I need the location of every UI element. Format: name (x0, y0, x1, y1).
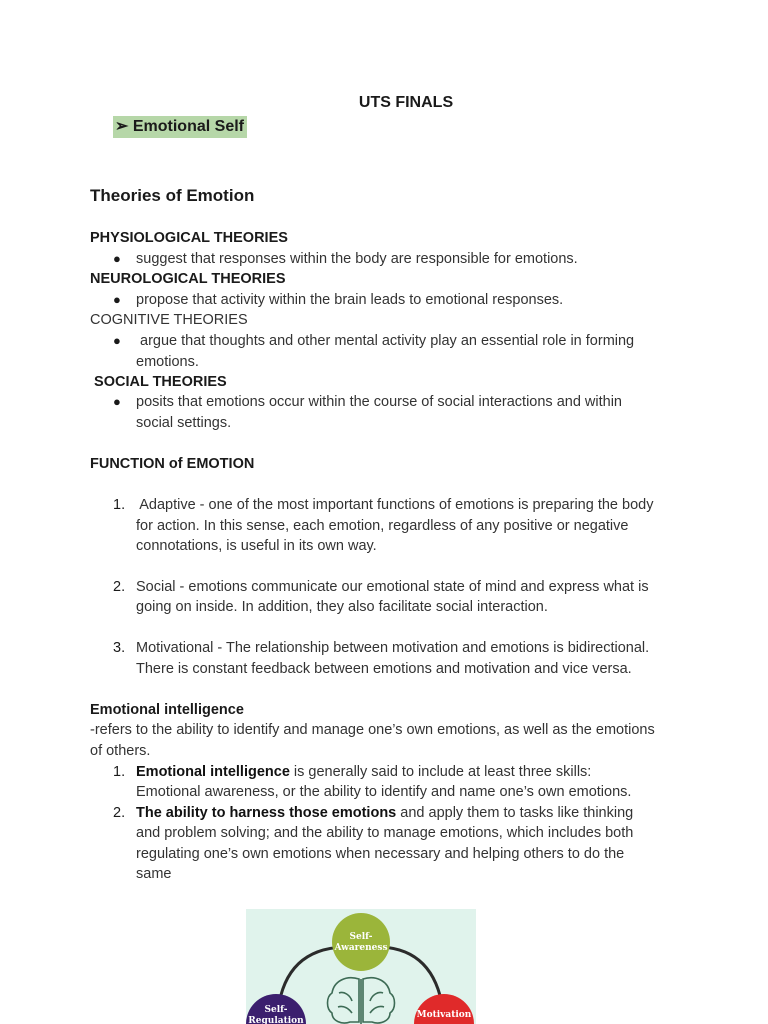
theory-description-continued: social settings. (136, 415, 232, 431)
bullet-icon: ● (113, 292, 121, 307)
function-item-text: Motivational - The relationship between motivation and emotions is bidirectional. (136, 640, 650, 656)
function-heading: FUNCTION of EMOTION (90, 456, 255, 472)
theory-description: propose that activity within the brain leads to emotional responses. (136, 292, 564, 308)
list-number: 2. (113, 579, 126, 595)
theory-title-neurological: NEUROLOGICAL THEORIES (90, 271, 286, 287)
diagram-node-self-awareness (332, 913, 390, 971)
diagram-svg (246, 909, 476, 1024)
ei-item-rest: is generally said to include at least three skills: (289, 764, 592, 780)
ei-item-line (136, 762, 591, 783)
ei-item-text: Emotional awareness, or the ability to identify and name one’s own emotions. (136, 784, 632, 800)
ei-item-bold: Emotional intelligence (136, 764, 290, 780)
diagram-label-self-regulation-line2: Regulation (248, 1016, 304, 1024)
theory-description: suggest that responses within the body are responsible for emotions. (136, 251, 578, 267)
ei-item-text: regulating one’s own emotions when necessary and helping others to do the (136, 846, 625, 862)
list-number: 1. (113, 764, 126, 780)
ei-definition: -refers to the ability to identify and manage one’s own emotions, as well as the emotions (90, 722, 655, 738)
ei-definition-continued: of others. (90, 743, 151, 759)
list-number: 3. (113, 640, 126, 656)
ei-item-text: and problem solving; and the ability to manage emotions, which includes both (136, 825, 634, 841)
theory-description-continued: emotions. (136, 354, 199, 370)
ei-item-rest: and apply them to tasks like thinking (396, 805, 634, 821)
theory-description: argue that thoughts and other mental activity play an essential role in forming (136, 333, 635, 349)
function-item-text: Social - emotions communicate our emotional state of mind and express what is (136, 579, 649, 595)
theory-title-social: SOCIAL THEORIES (90, 374, 227, 390)
emotional-intelligence-diagram (246, 909, 476, 1024)
ei-item-bold: The ability to harness those emotions (136, 805, 397, 821)
diagram-label-motivation: Motivation (416, 1010, 472, 1020)
list-number: 2. (113, 805, 126, 821)
document-title: UTS FINALS (358, 94, 454, 111)
highlighted-heading (113, 116, 247, 138)
bullet-icon: ● (113, 333, 121, 348)
bullet-icon: ● (113, 251, 121, 266)
theory-title-cognitive: COGNITIVE THEORIES (90, 312, 248, 328)
theory-description: posits that emotions occur within the course of social interactions and within (136, 394, 622, 410)
theory-title-physiological: PHYSIOLOGICAL THEORIES (90, 230, 288, 246)
section-heading-theories: Theories of Emotion (90, 186, 255, 205)
list-number: 1. (113, 497, 126, 513)
function-item-text: There is constant feedback between emotions and motivation and vice versa. (136, 661, 632, 677)
function-item-text: going on inside. In addition, they also facilitate social interaction. (136, 599, 548, 615)
diagram-label-self-awareness-line1: Self- (349, 932, 373, 942)
highlighted-heading-text: Emotional Self (132, 118, 244, 135)
diagram-label-self-regulation-line1: Self- (264, 1005, 288, 1015)
bullet-icon: ● (113, 394, 121, 409)
function-item-text: for action. In this sense, each emotion, regardless of any positive or negative (136, 518, 629, 534)
function-item-text: Adaptive - one of the most important functions of emotions is preparing the body (136, 497, 654, 513)
ei-item-line (136, 803, 633, 824)
ei-heading: Emotional intelligence (90, 702, 244, 718)
arrow-bullet-icon: ➢ (115, 118, 129, 135)
ei-item-text: same (136, 866, 172, 882)
diagram-label-self-awareness-line2: Awareness (334, 943, 388, 953)
function-item-text: connotations, is useful in its own way. (136, 538, 377, 554)
